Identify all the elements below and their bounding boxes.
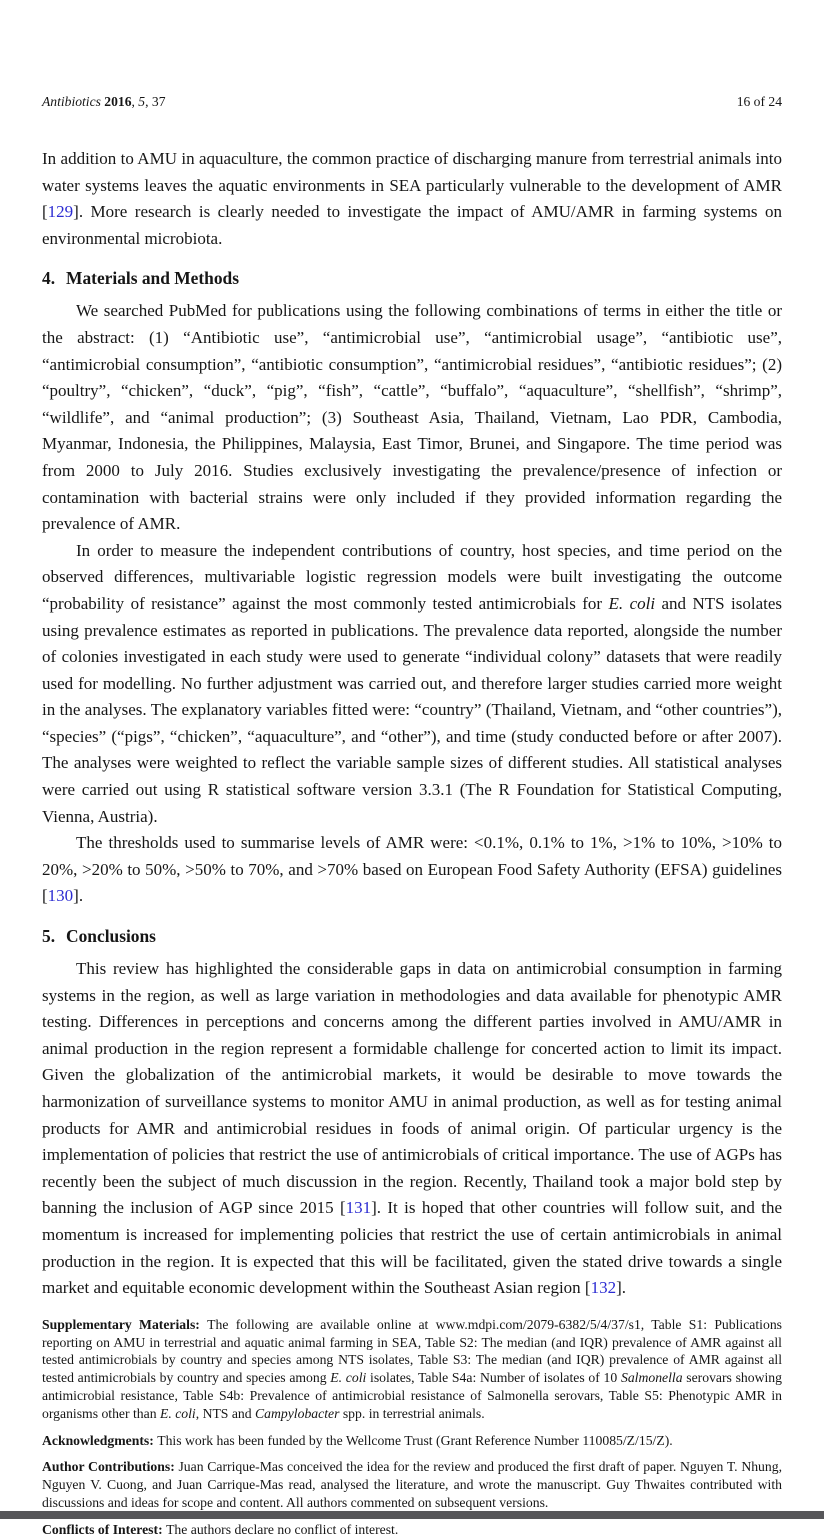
section-heading [42,267,782,289]
section-number: 5. [42,926,56,947]
text-run: Antibiotics [42,94,101,109]
back-matter-paragraph [42,1432,782,1450]
section-heading [42,925,782,947]
text-run: E. coli [159,1405,196,1421]
text-run: We searched PubMed for publications using the following combinations of terms in either the title or the abstract: (1) “Antibiotic use”, “antimicrobial use”, “antimicrobial usage”, “antibiotic use”, “antimicrobial consumption”, “antibiotic consumption”, “antimicrobial residues”, “antibiotic residues”; (2) “poultry”, “chicken”, “duck”, “pig”, “fish”, “cattle”, “buffalo”, “aquaculture”, “shellfish”, “shrimp”, “wildlife”, and “animal production”; (3) Southeast Asia, Thailand, Vietnam, Lao PDR, Cambodia, Myanmar, Indonesia, the Philippines, Malaysia, East Timor, Brunei, and Singapore. The time period was from 2000 to July 2016. Studies exclusively investigating the prevalence/presence of infection or contamination with bacterial strains were only included if they provided information regarding the prevalence of AMR. [42,301,782,534]
citation-link[interactable]: 130 [47,886,74,906]
text-run: , 37 [145,94,166,109]
text-run: The authors declare no conflict of interest. [166,1521,399,1537]
text-run: E. coli [608,593,656,613]
text-run: ]. It is hoped that other countries will follow suit, and the momentum is increased for implementing policies that restrict the use of certain antimicrobials in animal production in the region. It is expected that this will be facilitated, given the stated drive towards a single market and equitable economic development within the Southeast Asian region [ [42,1198,783,1298]
text-run: Acknowledgments: [42,1432,158,1448]
citation-link[interactable]: 129 [47,202,74,222]
back-matter-paragraph [42,1521,782,1539]
text-run: This review has highlighted the considerable gaps in data on antimicrobial consumption in farming systems in the region, as well as large variation in methodologies and data available for phenotypic AMR testing. Differences in perceptions and concerns among the different parties involved in AMU/AMR in animal production in the region represent a formidable challenge for concerted action to limit its impact. Given the globalization of the antimicrobial markets, it would be desirable to move towards the harmonization of surveillance systems to monitor AMU in animal production, as well as for testing animal products for AMR and antimicrobial residues in foods of animal origin. Of particular urgency is the implementation of policies that restrict the use of antimicrobials of critical importance. The use of AGPs has recently been the subject of much discussion in the region. Recently, Thailand took a major bold step by banning the inclusion of AGP since 2015 [ [42,959,782,1218]
text-run: In addition to AMU in aquaculture, the common practice of discharging manure from terrestrial animals into water systems leaves the aquatic environments in SEA particularly vulnerable to the development of AMR [ [42,149,782,222]
text-run: E. coli [330,1370,367,1386]
text-run: Campylobacter [255,1405,340,1421]
paragraph [42,956,782,1302]
paragraph [42,298,782,537]
paragraph [42,538,782,831]
section-number: 4. [42,268,56,289]
text-run: ]. [616,1278,626,1298]
text-run: In order to measure the independent contributions of country, host species, and time period on the observed differences, multivariable logistic regression models were built investigating the outcome “probability of resistance” against the most commonly tested antimicrobials for [42,540,782,613]
text-run: Juan Carrique-Mas conceived the idea for the review and produced the first draft of paper. Nguyen T. Nhung, Nguyen V. Cuong, and Juan Carrique-Mas read, analysed the literature, and wrote the manuscript. Guy Thwaites contributed with discussions and ideas for scope and content. All authors commented on subsequent versions. [42,1459,782,1510]
page-number: 16 of 24 [736,94,782,109]
footer-bar [0,1511,824,1519]
text-run: Author Contributions: [42,1459,179,1475]
citation-link[interactable]: 131 [345,1198,372,1218]
text-run: ]. [73,886,84,906]
paragraph [42,830,782,910]
text-run: The thresholds used to summarise levels of AMR were: <0.1%, 0.1% to 1%, >1% to 10%, >10% to 20%, >20% to 50%, >50% to 70%, and >70% based on European Food Safety Authority (EFSA) guidelines [ [42,833,782,906]
paragraph [42,146,782,252]
text-run: spp. in terrestrial animals. [339,1405,485,1421]
text-run: , [131,94,139,109]
page-content [42,0,782,1539]
section-title: Conclusions [66,926,156,947]
section-title: Materials and Methods [66,268,239,289]
journal-citation [42,93,165,111]
text-run: Salmonella [620,1370,683,1386]
text-run: 2016 [100,94,132,109]
text-run: serovars showing antimicrobial resistance, Table S4b: Prevalence of antimicrobial resistance of Salmonella serovars, Table S5: Phenotypic AMR in organisms other than [42,1370,782,1421]
article-body [42,146,782,1539]
text-run: and NTS isolates using prevalence estimates as reported in publications. The prevalence data reported, alongside the number of colonies investigated in each study were used to generate “individual colony” datasets that were readily used for modelling. No further adjustment was carried out, and therefore larger studies carried more weight in the analyses. The explanatory variables fitted were: “country” (Thailand, Vietnam, and “other countries”), “species” (“pigs”, “chicken”, “aquaculture”, and “other”), and time (study conducted before or after 2007). The analyses were weighted to reflect the variable sample sizes of different studies. All statistical analyses were carried out using R statistical software version 3.3.1 (The R Foundation for Statistical Computing, Vienna, Austria). [42,593,782,826]
back-matter-paragraph [42,1316,782,1423]
text-run: ]. More research is clearly needed to investigate the impact of AMU/AMR in farming systems on environmental microbiota. [42,202,782,248]
text-run: , NTS and [195,1405,256,1421]
text-run: isolates, Table S4a: Number of isolates of 10 [366,1370,621,1386]
text-run: Conflicts of Interest: [42,1521,167,1537]
text-run: The following are available online at www.mdpi.com/2079-6382/5/4/37/s1, Table S1: Publications reporting on AMU in terrestrial and aquatic animal farming in SEA, Table S2: The median (and IQR) prevalence of AMR against all tested antimicrobials by country and species among NTS isolates, Table S3: The median (and IQR) prevalence of AMR against all tested antimicrobials by country and species among [42,1316,782,1386]
text-run: 5 [138,94,146,109]
text-run: Supplementary Materials: [42,1316,208,1332]
running-header [42,93,782,111]
back-matter-paragraph [42,1458,782,1511]
text-run: This work has been funded by the Wellcome Trust (Grant Reference Number 110085/Z/15/Z). [157,1432,673,1448]
citation-link[interactable]: 132 [590,1278,617,1298]
